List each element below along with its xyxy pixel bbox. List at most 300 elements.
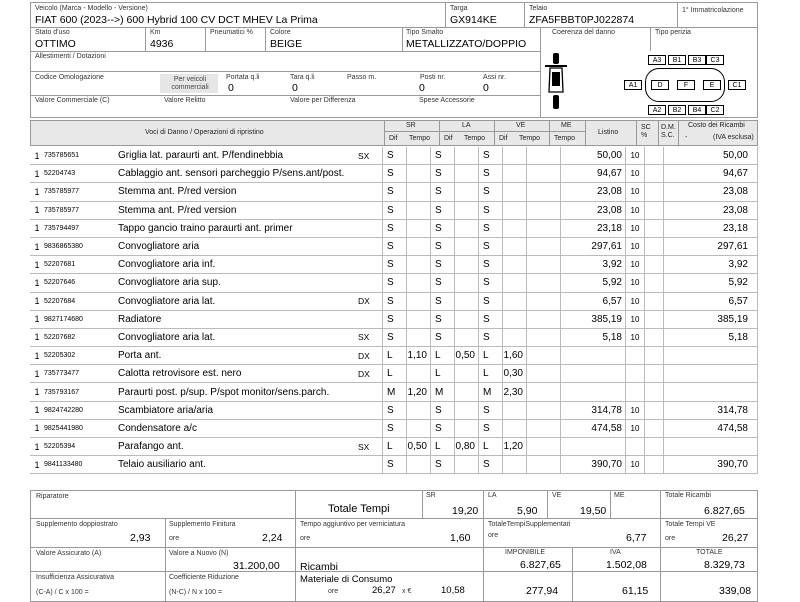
row-description: Calotta retrovisore est. nero: [118, 365, 358, 383]
tot-ve-ore: ore: [665, 535, 676, 542]
table-row[interactable]: [30, 165, 758, 183]
row-quantity: 1: [30, 456, 44, 474]
zone-c2[interactable]: C2: [706, 105, 724, 115]
supp-doppiostrato-label: Supplemento doppiostrato: [36, 521, 118, 528]
row-side: [358, 274, 383, 292]
row-la-tempo: [455, 292, 479, 310]
row-sc: 10: [626, 183, 645, 201]
row-sc: 10: [626, 201, 645, 219]
row-me-tempo: [527, 347, 561, 365]
row-ve-tempo: [503, 419, 527, 437]
row-costo: 23,08: [664, 201, 758, 219]
row-sr-dif: L: [383, 438, 407, 456]
row-ve-dif: S: [479, 201, 503, 219]
table-row[interactable]: [30, 147, 758, 165]
row-code: 52205302: [44, 347, 118, 365]
assi-label: Assi nr.: [483, 74, 506, 81]
row-sc: 10: [626, 310, 645, 328]
nuovo-value: 31.200,00: [233, 560, 280, 572]
smalto-label: Tipo Smalto: [406, 29, 444, 36]
riduzione-label: Coefficiente Riduzione: [169, 574, 239, 581]
materiale-totale: 339,08: [719, 585, 752, 597]
row-sr-dif: S: [383, 274, 407, 292]
table-row[interactable]: [30, 365, 758, 383]
row-sr-tempo: [407, 183, 431, 201]
row-me-tempo: [527, 419, 561, 437]
row-description: Stemma ant. P/red version: [118, 201, 358, 219]
row-la-tempo: [455, 274, 479, 292]
row-sr-dif: L: [383, 365, 407, 383]
row-sc: 10: [626, 165, 645, 183]
row-code: 735785977: [44, 183, 118, 201]
row-sr-tempo: [407, 165, 431, 183]
row-ve-tempo: 2,30: [503, 383, 527, 401]
row-quantity: 1: [30, 256, 44, 274]
row-dm: [645, 274, 664, 292]
zone-a2[interactable]: A2: [648, 105, 666, 115]
row-listino: 385,19: [561, 310, 626, 328]
row-code: 735793167: [44, 383, 118, 401]
row-me-tempo: [527, 438, 561, 456]
row-listino: 297,61: [561, 237, 626, 255]
row-description: Parafango ant.: [118, 438, 358, 456]
tara-value: 0: [292, 82, 298, 94]
table-row[interactable]: [30, 456, 758, 474]
table-row[interactable]: [30, 292, 758, 310]
row-me-tempo: [527, 456, 561, 474]
supp-finitura: 2,24: [262, 532, 283, 544]
telaio-label: Telaio: [529, 5, 548, 12]
row-costo: 23,08: [664, 183, 758, 201]
row-ve-tempo: [503, 401, 527, 419]
row-sr-tempo: [407, 292, 431, 310]
assi-value: 0: [483, 82, 489, 94]
row-la-dif: S: [431, 310, 455, 328]
table-row[interactable]: [30, 274, 758, 292]
row-ve-dif: S: [479, 165, 503, 183]
row-sc: 10: [626, 274, 645, 292]
row-dm: [645, 347, 664, 365]
row-sr-tempo: 1,20: [407, 383, 431, 401]
km-label: Km: [150, 29, 161, 36]
totale-label: TOTALE: [696, 549, 723, 556]
row-sc: 10: [626, 456, 645, 474]
row-me-tempo: [527, 328, 561, 346]
row-costo: [664, 365, 758, 383]
row-costo: 314,78: [664, 401, 758, 419]
row-ve-dif: S: [479, 274, 503, 292]
row-ve-dif: S: [479, 183, 503, 201]
row-sr-dif: S: [383, 419, 407, 437]
ve-header: VE: [516, 122, 526, 129]
row-code: 52207682: [44, 328, 118, 346]
targa-label: Targa: [450, 5, 468, 12]
row-ve-dif: S: [479, 292, 503, 310]
zone-d[interactable]: D: [651, 80, 669, 90]
row-ve-dif: S: [479, 147, 503, 165]
ve-dif-header: Dif: [499, 135, 508, 142]
row-side: [358, 237, 383, 255]
row-me-tempo: [527, 383, 561, 401]
ve-total: 19,50: [580, 505, 607, 517]
row-listino: 474,58: [561, 419, 626, 437]
row-me-tempo: [527, 292, 561, 310]
zone-b1[interactable]: B1: [668, 55, 686, 65]
sr-header: SR: [406, 122, 416, 129]
table-row[interactable]: [30, 328, 758, 346]
row-sr-dif: M: [383, 383, 407, 401]
row-side: SX: [358, 328, 383, 346]
row-me-tempo: [527, 401, 561, 419]
row-la-tempo: [455, 419, 479, 437]
row-sr-dif: S: [383, 256, 407, 274]
row-code: 9824742280: [44, 401, 118, 419]
row-description: Telaio ausiliario ant.: [118, 456, 358, 474]
row-costo: 50,00: [664, 147, 758, 165]
row-quantity: 1: [30, 347, 44, 365]
ca-formula: (C-A) / C x 100 =: [36, 589, 89, 596]
row-description: Tappo gancio traino paraurti ant. primer: [118, 219, 358, 237]
row-code: 9827174680: [44, 310, 118, 328]
passo-label: Passo m.: [347, 74, 377, 81]
row-listino: 5,18: [561, 328, 626, 346]
row-ve-tempo: [503, 256, 527, 274]
damage-table: [30, 147, 758, 474]
row-listino: 94,67: [561, 165, 626, 183]
stato-label: Stato d'uso: [35, 29, 70, 36]
row-side: [358, 310, 383, 328]
row-la-dif: L: [431, 438, 455, 456]
row-la-tempo: 0,50: [455, 347, 479, 365]
row-costo: 6,57: [664, 292, 758, 310]
imponibile-value: 6.827,65: [520, 559, 561, 571]
zone-a3[interactable]: A3: [648, 55, 666, 65]
row-la-dif: S: [431, 419, 455, 437]
row-sr-tempo: [407, 419, 431, 437]
row-code: 735794497: [44, 219, 118, 237]
allestimenti-label: Allestimenti / Dotazioni: [35, 53, 106, 60]
row-sr-dif: S: [383, 456, 407, 474]
row-sc: 10: [626, 328, 645, 346]
tara-label: Tara q.li: [290, 74, 315, 81]
table-row[interactable]: [30, 310, 758, 328]
la-total-label: LA: [488, 492, 497, 499]
row-la-dif: S: [431, 219, 455, 237]
row-ve-tempo: [503, 219, 527, 237]
row-dm: [645, 383, 664, 401]
row-dm: [645, 165, 664, 183]
materiale-x: x €: [402, 588, 412, 595]
row-sr-dif: L: [383, 347, 407, 365]
row-sc: [626, 365, 645, 383]
row-ve-tempo: [503, 165, 527, 183]
row-side: DX: [358, 347, 383, 365]
ve-total-label: VE: [552, 492, 562, 499]
row-ve-tempo: [503, 201, 527, 219]
iva-header: (IVA esclusa): [713, 134, 754, 141]
accessorie-label: Spese Accessorie: [419, 97, 475, 104]
table-row[interactable]: [30, 219, 758, 237]
row-la-tempo: [455, 219, 479, 237]
row-me-tempo: [527, 256, 561, 274]
row-sr-tempo: [407, 237, 431, 255]
row-la-dif: S: [431, 165, 455, 183]
row-quantity: 1: [30, 401, 44, 419]
row-dm: [645, 419, 664, 437]
row-sr-tempo: [407, 365, 431, 383]
stato-value: OTTIMO: [35, 38, 76, 50]
row-costo: 5,18: [664, 328, 758, 346]
table-row[interactable]: [30, 183, 758, 201]
row-costo: 23,18: [664, 219, 758, 237]
totale-ricambi: 6.827,65: [704, 505, 745, 517]
table-row[interactable]: [30, 419, 758, 437]
pneumatici-label: Pneumatici %: [210, 29, 253, 36]
table-row[interactable]: [30, 237, 758, 255]
commerciale-label: Valore Commerciale (C): [35, 97, 110, 104]
la-header: LA: [462, 122, 471, 129]
nuovo-label: Valore a Nuovo (N): [169, 550, 229, 557]
portata-label: Portata q.li: [226, 74, 260, 81]
row-ve-tempo: [503, 147, 527, 165]
row-dm: [645, 256, 664, 274]
tot-supp: 6,77: [626, 532, 647, 544]
row-ve-tempo: 0,30: [503, 365, 527, 383]
row-ve-tempo: [503, 183, 527, 201]
targa-value: GX914KE: [450, 14, 497, 26]
row-code: 52207684: [44, 292, 118, 310]
materiale-ore: ore: [328, 588, 339, 595]
row-sc: 10: [626, 147, 645, 165]
row-la-dif: S: [431, 401, 455, 419]
row-costo: 3,92: [664, 256, 758, 274]
row-ve-dif: S: [479, 456, 503, 474]
materiale-hours: 26,27: [372, 585, 396, 596]
row-quantity: 1: [30, 419, 44, 437]
materiale-iva: 61,15: [622, 585, 649, 597]
la-total: 5,90: [517, 505, 538, 517]
sr-dif-header: Dif: [389, 135, 398, 142]
row-me-tempo: [527, 274, 561, 292]
row-me-tempo: [527, 365, 561, 383]
sc-header: SC %: [641, 124, 651, 139]
sr-total: 19,20: [452, 505, 479, 517]
riparatore-label: Riparatore: [36, 493, 69, 500]
row-la-tempo: [455, 310, 479, 328]
row-side: SX: [358, 147, 383, 165]
row-ve-tempo: [503, 310, 527, 328]
row-la-tempo: [455, 401, 479, 419]
iva-value: 1.502,08: [606, 559, 647, 571]
row-code: 735785651: [44, 147, 118, 165]
zone-a1[interactable]: A1: [624, 80, 642, 90]
posti-value: 0: [419, 82, 425, 94]
row-costo: 390,70: [664, 456, 758, 474]
row-dm: [645, 328, 664, 346]
commerciali-label: Per veicoli commerciali: [171, 76, 209, 91]
row-sr-dif: S: [383, 310, 407, 328]
tot-supp-ore: ore: [488, 532, 499, 539]
row-side: [358, 201, 383, 219]
row-sr-tempo: [407, 201, 431, 219]
row-dm: [645, 237, 664, 255]
row-la-dif: L: [431, 347, 455, 365]
row-sr-dif: S: [383, 237, 407, 255]
row-sr-tempo: [407, 401, 431, 419]
row-quantity: 1: [30, 219, 44, 237]
row-description: Convogliatore aria sup.: [118, 274, 358, 292]
omologazione-label: Codice Omologazione: [35, 74, 104, 81]
row-listino: [561, 438, 626, 456]
row-dm: [645, 147, 664, 165]
row-ve-dif: M: [479, 383, 503, 401]
zone-f[interactable]: F: [677, 80, 695, 90]
table-row[interactable]: [30, 401, 758, 419]
row-ve-dif: S: [479, 237, 503, 255]
row-costo: 474,58: [664, 419, 758, 437]
row-listino: 6,57: [561, 292, 626, 310]
row-ve-dif: L: [479, 365, 503, 383]
materiale-label: Materiale di Consumo: [300, 574, 393, 585]
row-side: [358, 456, 383, 474]
row-me-tempo: [527, 237, 561, 255]
row-sr-dif: S: [383, 328, 407, 346]
table-row[interactable]: [30, 256, 758, 274]
tot-ve: 26,27: [722, 532, 749, 544]
me-header: ME: [561, 122, 572, 129]
row-sr-tempo: [407, 147, 431, 165]
row-sr-tempo: [407, 274, 431, 292]
row-dm: [645, 310, 664, 328]
iva-label: IVA: [610, 549, 621, 556]
row-code: 9825441980: [44, 419, 118, 437]
row-ve-dif: S: [479, 256, 503, 274]
row-code: 735785977: [44, 201, 118, 219]
zone-b3[interactable]: B3: [688, 55, 706, 65]
assicurato-label: Valore Assicurato (A): [36, 550, 102, 557]
row-sc: [626, 383, 645, 401]
row-la-dif: L: [431, 365, 455, 383]
row-side: DX: [358, 292, 383, 310]
row-quantity: 1: [30, 237, 44, 255]
row-ve-tempo: [503, 274, 527, 292]
motorcycle-icon: [541, 50, 571, 115]
table-row[interactable]: [30, 201, 758, 219]
row-la-dif: S: [431, 292, 455, 310]
immatricolazione-label: 1° Immatricolazione: [682, 7, 744, 14]
telaio-value: ZFA5FBBT0PJ022874: [529, 14, 635, 26]
row-description: Convogliatore aria: [118, 237, 358, 255]
row-ve-tempo: 1,20: [503, 438, 527, 456]
row-sc: 10: [626, 256, 645, 274]
row-sr-dif: S: [383, 219, 407, 237]
sr-tempo-header: Tempo: [409, 135, 431, 142]
row-quantity: 1: [30, 201, 44, 219]
row-description: Cablaggio ant. sensori parcheggio P/sens.ant/post.: [118, 165, 358, 183]
row-la-dif: S: [431, 237, 455, 255]
relitto-label: Valore Relitto: [164, 97, 206, 104]
row-ve-dif: S: [479, 310, 503, 328]
zone-c3[interactable]: C3: [706, 55, 724, 65]
row-la-tempo: [455, 165, 479, 183]
tot-ve-label: Totale Tempi VE: [665, 521, 716, 528]
row-side: SX: [358, 438, 383, 456]
zone-c1[interactable]: C1: [728, 80, 746, 90]
la-tempo-header: Tempo: [464, 135, 486, 142]
table-row[interactable]: [30, 347, 758, 365]
row-dm: [645, 183, 664, 201]
row-description: Porta ant.: [118, 347, 358, 365]
row-me-tempo: [527, 310, 561, 328]
row-la-tempo: [455, 383, 479, 401]
row-costo: 5,92: [664, 274, 758, 292]
coerenza-label: Coerenza del danno: [552, 29, 616, 36]
row-la-tempo: [455, 365, 479, 383]
table-row[interactable]: [30, 438, 758, 456]
row-la-dif: S: [431, 328, 455, 346]
row-listino: 23,08: [561, 183, 626, 201]
row-quantity: 1: [30, 438, 44, 456]
table-row[interactable]: [30, 383, 758, 401]
row-description: Paraurti post. p/sup. P/spot monitor/sens.parch.: [118, 383, 358, 401]
row-dm: [645, 456, 664, 474]
row-la-dif: M: [431, 383, 455, 401]
row-sr-tempo: 1,10: [407, 347, 431, 365]
tot-supp-label: TotaleTempiSupplementari: [488, 521, 571, 528]
nc-formula: (N-C) / N x 100 =: [169, 589, 223, 596]
row-la-tempo: 0,80: [455, 438, 479, 456]
differenza-label: Valore per Differenza: [290, 97, 356, 104]
row-side: [358, 165, 383, 183]
row-quantity: 1: [30, 274, 44, 292]
row-quantity: 1: [30, 165, 44, 183]
row-description: Scambiatore aria/aria: [118, 401, 358, 419]
row-sr-tempo: [407, 328, 431, 346]
row-description: Convogliatore aria lat.: [118, 292, 358, 310]
zone-b4[interactable]: B4: [688, 105, 706, 115]
row-description: Griglia lat. paraurti ant. P/fendinebbia: [118, 147, 358, 165]
row-dm: [645, 365, 664, 383]
row-quantity: 1: [30, 365, 44, 383]
row-sr-tempo: [407, 310, 431, 328]
row-la-dif: S: [431, 456, 455, 474]
row-sc: 10: [626, 219, 645, 237]
row-sr-dif: S: [383, 147, 407, 165]
row-code: 735773477: [44, 365, 118, 383]
row-costo: [664, 347, 758, 365]
supp-doppiostrato: 2,93: [130, 532, 151, 544]
row-sr-dif: S: [383, 183, 407, 201]
perizia-label: Tipo perizia: [655, 29, 691, 36]
zone-b2[interactable]: B2: [668, 105, 686, 115]
materiale-rate: 10,58: [441, 585, 465, 596]
row-code: 52207681: [44, 256, 118, 274]
row-sr-dif: S: [383, 401, 407, 419]
row-me-tempo: [527, 147, 561, 165]
row-costo: 297,61: [664, 237, 758, 255]
row-sr-tempo: [407, 219, 431, 237]
row-sc: 10: [626, 401, 645, 419]
row-sr-tempo: [407, 456, 431, 474]
zone-e[interactable]: E: [703, 80, 721, 90]
imponibile-label: IMPONIBILE: [505, 549, 546, 556]
row-quantity: 1: [30, 183, 44, 201]
row-sr-dif: S: [383, 292, 407, 310]
listino-header: Listino: [598, 129, 619, 136]
row-la-tempo: [455, 183, 479, 201]
vehicle-value: FIAT 600 (2023-->) 600 Hybrid 100 CV DCT MHEV La Prima: [35, 14, 318, 26]
smalto-value: METALLIZZATO/DOPPIO: [406, 38, 527, 50]
